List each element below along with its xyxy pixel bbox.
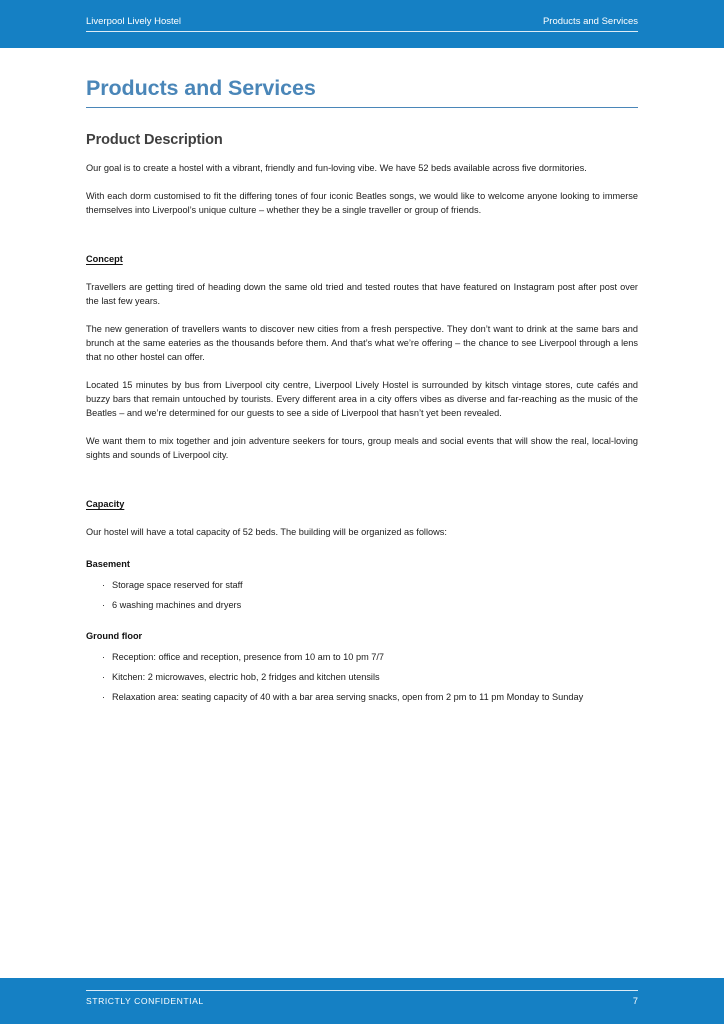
subheading-concept-wrapper (86, 236, 638, 267)
list-item-label: Kitchen: 2 microwaves, electric hob, 2 fridges and kitchen utensils (112, 672, 380, 683)
paragraph-goal: Our goal is to create a hostel with a vibrant, friendly and fun-loving vibe. We have 52 beds available across five dormitories. (86, 163, 587, 173)
page-title: Products and Services (86, 76, 638, 108)
document-content (86, 76, 638, 705)
paragraph-new-generation: The new generation of travellers wants to discover new cities from a fresh perspective. They don’t want to drink at the same bars and brunch at the same eateries as the thousands before them. And that’s what we’re offering – the chance to see Liverpool through a lens that no other hostel can offer. (86, 323, 638, 362)
header-company-name: Liverpool Lively Hostel (86, 16, 182, 27)
paragraph-location: Located 15 minutes by bus from Liverpool city centre, Liverpool Lively Hostel is surrounded by kitsch vintage stores, cute cafés and buzzy bars that remain untouched by tourists. Every different area in a city offers vibes as diverse and far-reaching as the music of the Beatles – and we’re determined for our guests to see a side of Liverpool that hasn’t yet been revealed. (86, 379, 638, 418)
list-basement (86, 579, 638, 613)
list-item-label: Relaxation area: seating capacity of 40 with a bar area serving snacks, open from 2 pm to 11 pm Monday to Sunday (112, 691, 584, 702)
list-item-label: 6 washing machines and dryers (112, 599, 242, 610)
list-item-label: Storage space reserved for staff (112, 579, 243, 590)
list-item-label: Reception: office and reception, presence from 10 am to 10 pm 7/7 (112, 652, 385, 663)
list-item (86, 599, 638, 613)
list-item (86, 651, 638, 665)
bullet-icon: · (102, 579, 106, 590)
page-footer-band (0, 978, 724, 1024)
heading-ground-floor: Ground floor (86, 631, 143, 642)
page-header-content (86, 16, 638, 32)
section-heading-product-description: Product Description (86, 132, 223, 148)
bullet-icon: · (102, 599, 106, 610)
paragraph-mix-together: We want them to mix together and join adventure seekers for tours, group meals and social events that will show the real, local-loving sights and sounds of Liverpool city. (86, 435, 638, 460)
list-item (86, 579, 638, 593)
page-footer-content (86, 990, 638, 1006)
subheading-capacity-wrapper (86, 481, 638, 512)
page-header-band (0, 0, 724, 48)
bullet-icon: · (102, 691, 106, 702)
heading-basement: Basement (86, 558, 130, 569)
list-item (86, 691, 638, 705)
footer-confidentiality-notice: STRICTLY CONFIDENTIAL (86, 996, 204, 1006)
list-item (86, 671, 638, 685)
bullet-icon: · (102, 672, 106, 683)
list-ground-floor (86, 651, 638, 704)
paragraph-travellers-tired: Travellers are getting tired of heading down the same old tried and tested routes that have featured on Instagram post after post over the last few years. (86, 281, 638, 306)
header-section-name: Products and Services (542, 16, 638, 27)
bullet-icon: · (102, 652, 106, 663)
paragraph-dorm-customisation: With each dorm customised to fit the differing tones of four iconic Beatles songs, we would like to welcome anyone looking to immerse themselves into Liverpool’s unique culture – whether they be a single traveller or group of friends. (86, 190, 638, 215)
paragraph-total-capacity: Our hostel will have a total capacity of 52 beds. The building will be organized as follows: (86, 526, 447, 537)
subheading-capacity: Capacity (86, 498, 125, 509)
footer-page-number: 7 (632, 996, 638, 1006)
subheading-concept: Concept (86, 253, 123, 264)
